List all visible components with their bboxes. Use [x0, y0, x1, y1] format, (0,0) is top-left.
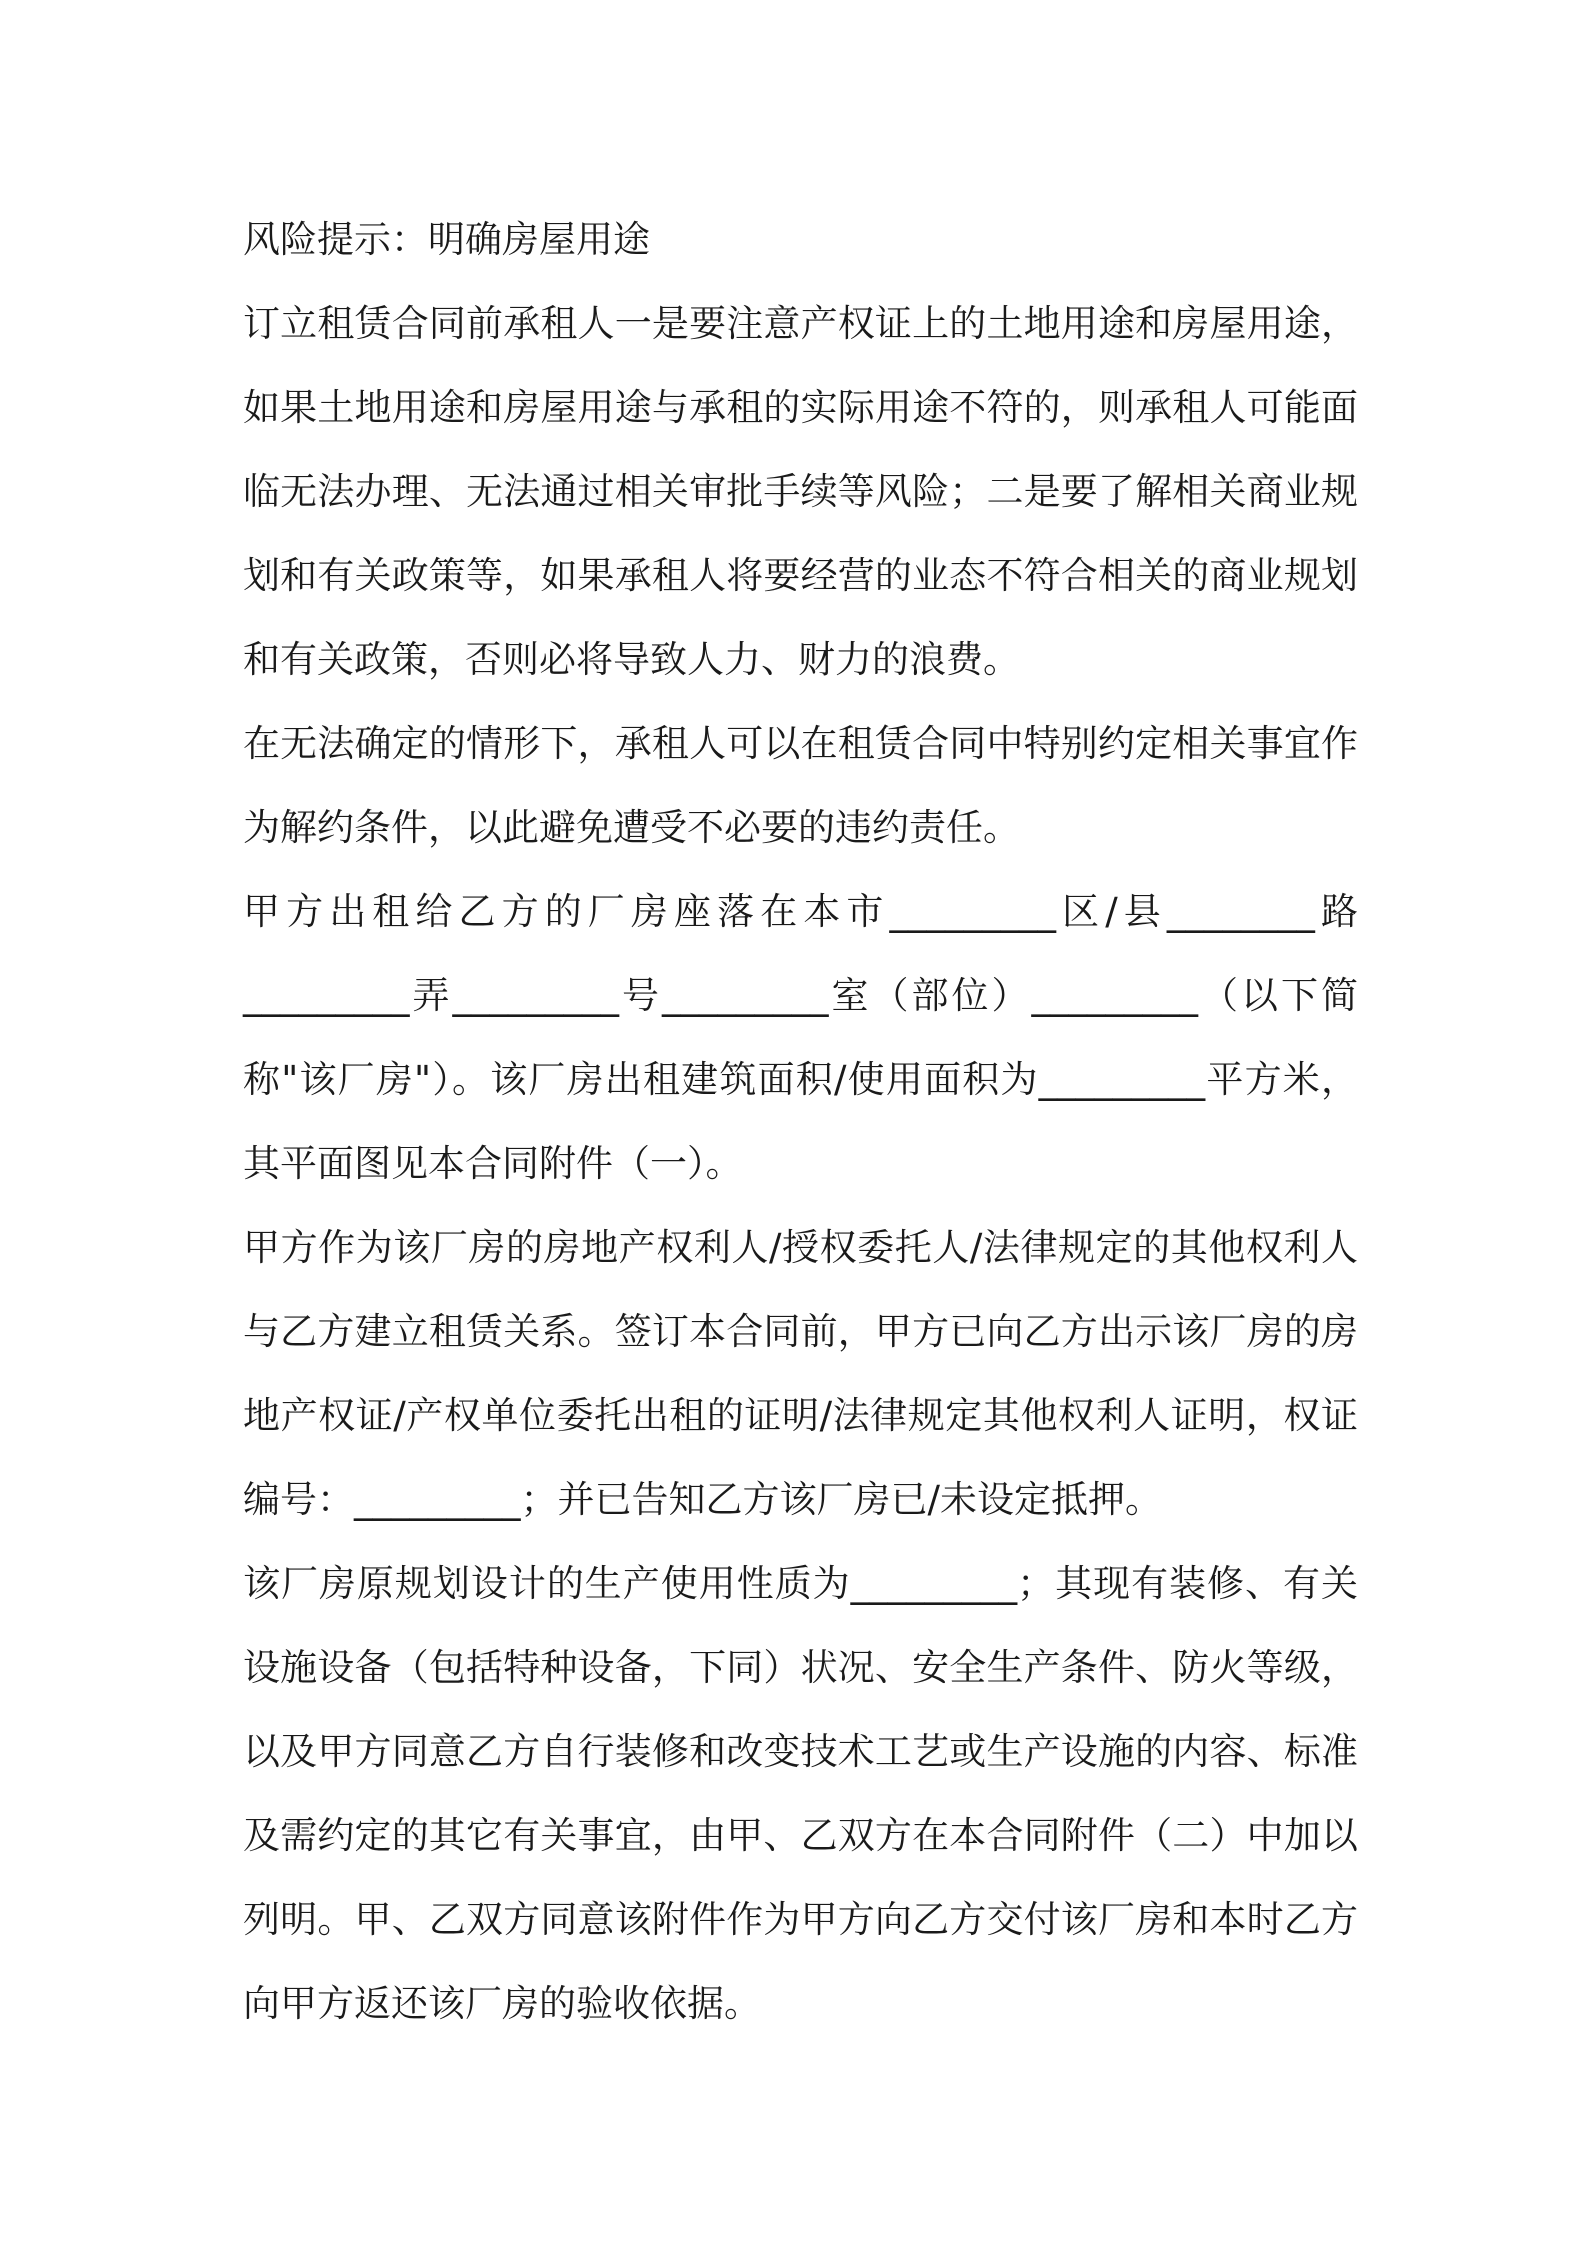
risk-heading: 风险提示：明确房屋用途	[243, 218, 650, 261]
risk-paragraph-1: 订立租赁合同前承租人一是要注意产权证上的土地用途和房屋用途，如果土地用途和房屋用途与承租的实际用途不符的，则承租人可能面临无法办理、无法通过相关审批手续等风险；二是要了解相关商业规划和有关政策等，如果承租人将要经营的业态不符合相关的商业规划和有关政策，否则必将导致人力、财力的浪费。	[243, 302, 1358, 681]
clause-ownership: 甲方作为该厂房的房地产权利人/授权委托人/法律规定的其他权利人与乙方建立租赁关系。签订本合同前，甲方已向乙方出示该厂房的房地产权证/产权单位委托出租的证明/法律规定其他权利人证明，权证编号：_________；并已告知乙方该厂房已/未设定抵押。	[243, 1226, 1358, 1521]
clause-usage: 该厂房原规划设计的生产使用性质为_________；其现有装修、有关设施设备（包括特种设备，下同）状况、安全生产条件、防火等级，以及甲方同意乙方自行装修和改变技术工艺或生产设施的内容、标准及需约定的其它有关事宜，由甲、乙双方在本合同附件（二）中加以列明。甲、乙双方同意该附件作为甲方向乙方交付该厂房和本时乙方向甲方返还该厂房的验收依据。	[243, 1562, 1358, 2025]
clause-location: 甲方出租给乙方的厂房座落在本市_________区/县________路_________弄_________号_________室（部位）_________（以下简称"该厂房"）。该厂房出租建筑面积/使用面积为_________平方米，其平面图见本合同附件（一）。	[243, 890, 1358, 1185]
document-body	[243, 198, 1358, 2046]
risk-paragraph-2: 在无法确定的情形下，承租人可以在租赁合同中特别约定相关事宜作为解约条件，以此避免遭受不必要的违约责任。	[243, 722, 1358, 849]
